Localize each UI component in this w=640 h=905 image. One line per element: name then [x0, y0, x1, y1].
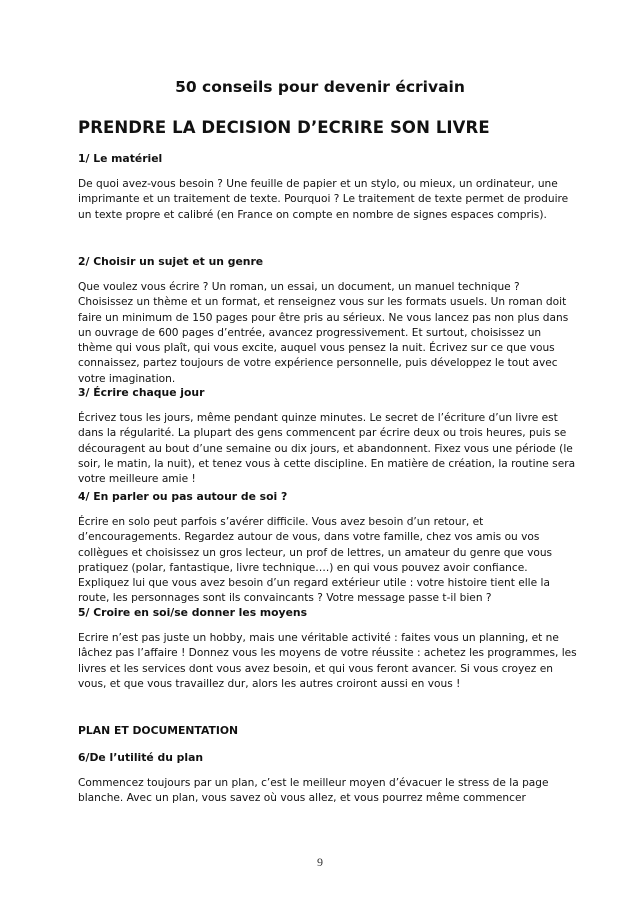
section-heading: 5/ Croire en soi/se donner les moyens: [78, 606, 308, 619]
section-heading: 1/ Le matériel: [78, 152, 163, 165]
section-body: De quoi avez-vous besoin ? Une feuille de papier et un stylo, ou mieux, un ordinateur, une imprimante et un traitement de texte. Pourquoi ? Le traitement de texte permet de produire un texte propre et calibré (en France on compte en nombre de signes espaces compris).: [78, 178, 569, 221]
section-heading: 6/De l’utilité du plan: [78, 751, 204, 764]
section-body: Écrivez tous les jours, même pendant quinze minutes. Le secret de l’écriture d’un livre est dans la régularité. La plupart des gens commencent par écrire deux ou trois heures, puis se découragent au bout d’une semaine ou dix jours, et abandonnent. Fixez vous une période (le soir, le matin, la nuit), et tenez vous à cette discipline. En matière de création, la routine sera votre meilleure amie !: [78, 412, 576, 486]
part-heading: PRENDRE LA DECISION D’ECRIRE SON LIVRE: [78, 118, 490, 137]
section-heading: 4/ En parler ou pas autour de soi ?: [78, 490, 288, 503]
document-title: 50 conseils pour devenir écrivain: [175, 78, 465, 96]
section-body: Commencez toujours par un plan, c’est le meilleur moyen d’évacuer le stress de la page blanche. Avec un plan, vous savez où vous allez, et vous pourrez même commencer: [78, 777, 549, 805]
part-heading: PLAN ET DOCUMENTATION: [78, 724, 239, 737]
section-heading: 3/ Écrire chaque jour: [78, 386, 205, 399]
section-heading: 2/ Choisir un sujet et un genre: [78, 255, 264, 268]
section-body: Écrire en solo peut parfois s’avérer difficile. Vous avez besoin d’un retour, et d’encouragements. Regardez autour de vous, dans votre famille, chez vos amis ou vos collègues et choisissez un gros lecteur, un prof de lettres, un amateur du genre que vous pratiquez (polar, fantastique, livre technique….) en qui vous pouvez avoir confiance. Expliquez lui que vous avez besoin d’un regard extérieur utile : votre histoire tient elle la route, les personnages sont ils convaincants ? Votre message passe t-il bien ?: [78, 516, 553, 605]
page-number: 9: [317, 855, 323, 869]
section-body: Ecrire n’est pas juste un hobby, mais une véritable activité : faites vous un planning, et ne lâchez pas l’affaire ! Donnez vous les moyens de votre réussite : achetez les programmes, les livres et les services dont vous avez besoin, et qui vous feront avancer. Si vous croyez en vous, et que vous travaillez dur, alors les autres croiront aussi en vous !: [78, 632, 577, 690]
section-body: Que voulez vous écrire ? Un roman, un essai, un document, un manuel technique ? Choisissez un thème et un format, et renseignez vous sur les formats usuels. Un roman doit faire un minimum de 150 pages pour être pris au sérieux. Ne vous lancez pas non plus dans un ouvrage de 600 pages d’entrée, avancez progressivement. Et surtout, choisissez un thème qui vous plaît, qui vous excite, auquel vous pensez la nuit. Écrivez sur ce que vous connaissez, partez toujours de votre expérience personnelle, puis développez le tout avec votre imagination.: [78, 281, 569, 385]
